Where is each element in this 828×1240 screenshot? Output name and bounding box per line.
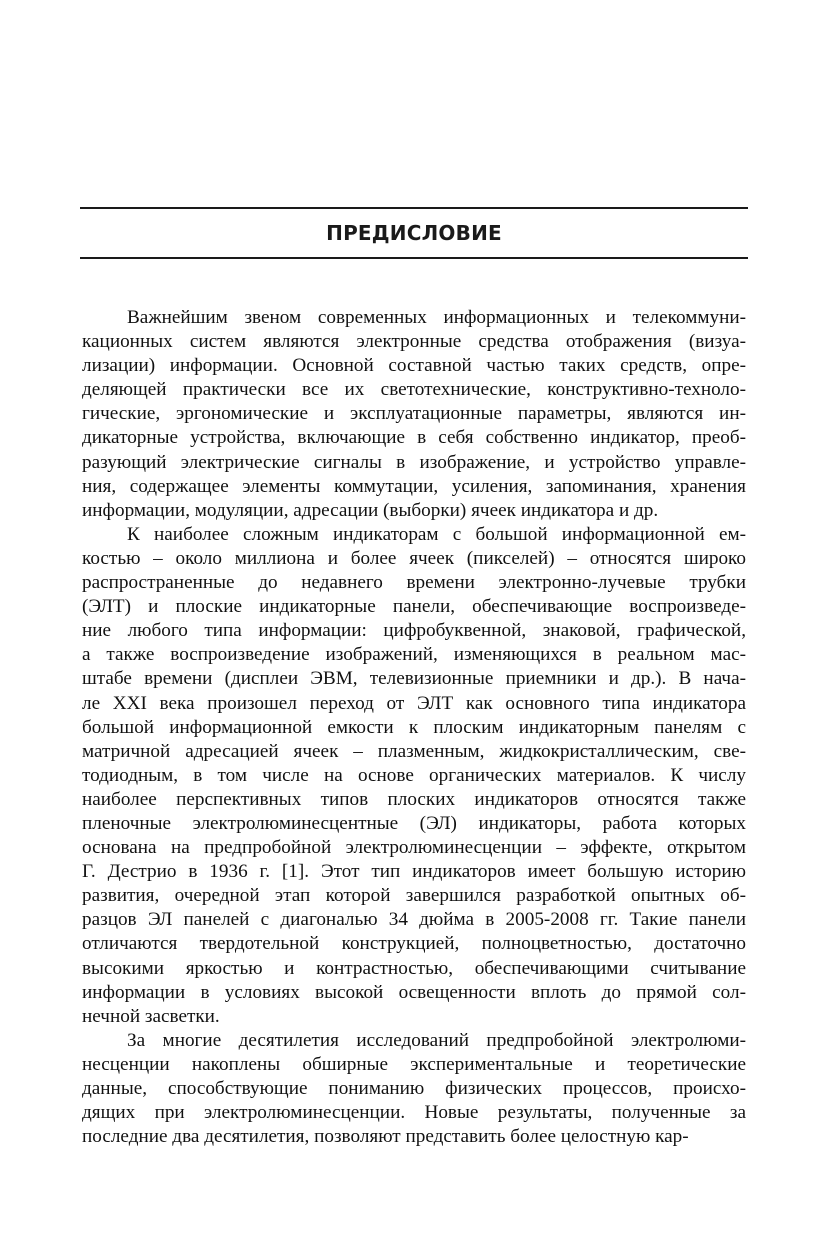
body-text [82, 306, 746, 1149]
text-line: основана на предпробойной электролюминесценции – эффекте, открытом [82, 837, 746, 859]
text-line: распространенные до недавнего времени электронно-лучевые трубки [82, 572, 746, 594]
text-line: матричной адресацией ячеек – плазменным, жидкокристаллическим, све- [82, 740, 746, 762]
text-line: информации в условиях высокой освещенности вплоть до прямой сол- [82, 981, 746, 1003]
text-line: Важнейшим звеном современных информационных и телекоммуни- [127, 307, 746, 328]
text-line: отличаются твердотельной конструкцией, полноцветностью, достаточно [82, 933, 746, 955]
text-line: За многие десятилетия исследований предпробойной электролюми- [127, 1029, 746, 1051]
text-line: тодиодным, в том числе на основе органических материалов. К числу [82, 764, 746, 786]
text-line: последние два десятилетия, позволяют представить более целостную кар- [82, 1126, 689, 1148]
text-line: наиболее перспективных типов плоских индикаторов относятся также [82, 788, 746, 810]
page-title: ПРЕДИСЛОВИЕ [326, 221, 502, 245]
text-line: ле XXI века произошел переход от ЭЛТ как основного типа индикатора [82, 692, 746, 714]
paragraph [82, 306, 746, 523]
paragraph [82, 1029, 746, 1149]
paragraph [82, 523, 746, 1029]
text-line: деляющей практически все их светотехнические, конструктивно-техноло- [82, 379, 746, 401]
text-line: ние любого типа информации: цифробуквенной, знаковой, графической, [82, 620, 746, 642]
text-line: ния, содержащее элементы коммутации, усиления, запоминания, хранения [82, 475, 746, 497]
text-line: пленочные электролюминесцентные (ЭЛ) индикаторы, работа которых [82, 812, 746, 834]
text-line: информации, модуляции, адресации (выборки) ячеек индикатора и др. [82, 499, 659, 521]
text-line: несценции накоплены обширные экспериментальные и теоретические [82, 1053, 746, 1075]
text-line: развития, очередной этап которой завершился разработкой опытных об- [82, 885, 746, 907]
text-line: разующий электрические сигналы в изображение, и устройство управле- [82, 451, 746, 473]
text-line: Г. Дестрио в 1936 г. [1]. Этот тип индикаторов имеет большую историю [82, 861, 746, 883]
text-line: (ЭЛТ) и плоские индикаторные панели, обеспечивающие воспроизведе- [82, 596, 746, 618]
text-line: разцов ЭЛ панелей с диагональю 34 дюйма в 2005-2008 гг. Такие панели [82, 909, 746, 931]
text-line: дящих при электролюминесценции. Новые результаты, полученные за [82, 1102, 746, 1124]
text-line: кационных систем являются электронные средства отображения (визуа- [82, 331, 746, 353]
title-top-rule [80, 207, 748, 209]
text-line: штабе времени (дисплеи ЭВМ, телевизионные приемники и др.). В нача- [82, 668, 746, 690]
text-line: дикаторные устройства, включающие в себя собственно индикатор, преоб- [82, 427, 746, 449]
text-line: нечной засветки. [82, 1005, 220, 1027]
text-line: лизации) информации. Основной составной частью таких средств, опре- [82, 355, 746, 377]
text-line: а также воспроизведение изображений, изменяющихся в реальном мас- [82, 644, 746, 666]
text-line: данные, способствующие пониманию физических процессов, происхо- [82, 1078, 746, 1099]
text-line: гические, эргономические и эксплуатационные параметры, являются ин- [82, 403, 746, 425]
text-line: костью – около миллиона и более ячеек (пикселей) – относятся широко [82, 547, 746, 569]
text-line: высокими яркостью и контрастностью, обеспечивающими считывание [82, 957, 746, 979]
text-line: большой информационной емкости к плоским индикаторным панелям с [82, 716, 746, 738]
text-line: К наиболее сложным индикаторам с большой информационной ем- [127, 523, 746, 545]
title-bottom-rule [80, 257, 748, 259]
